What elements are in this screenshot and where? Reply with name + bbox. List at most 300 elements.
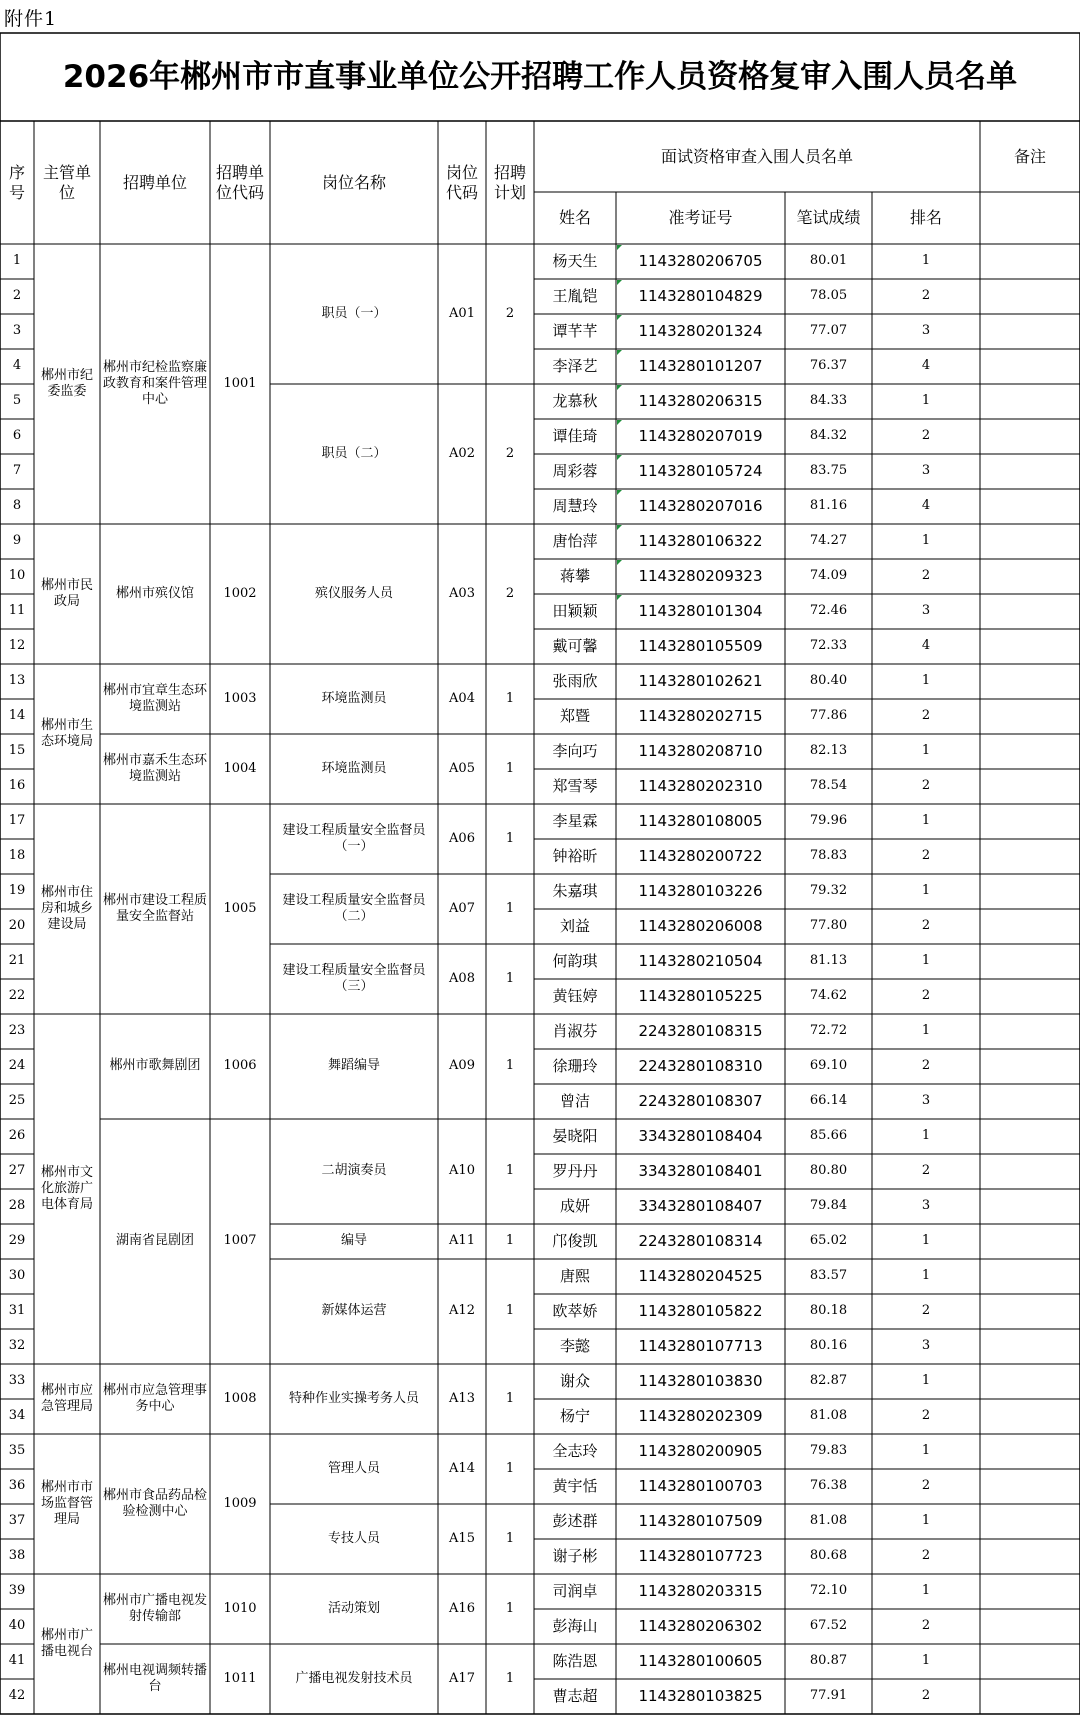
cell-marker-icon [617,595,622,600]
position-cell: 活动策划 [327,1600,380,1616]
rank: 4 [921,358,931,374]
exam-id: 3343280108407 [638,1197,763,1216]
rank: 3 [921,1338,931,1354]
exam-id: 1143280103226 [638,882,763,901]
unit-cell: 郴州市建设工程质量安全监督站 [103,892,208,924]
position-code-cell: A05 [449,760,475,776]
row-number: 7 [12,463,22,479]
position-cell: 专技人员 [327,1530,380,1546]
header-score: 笔试成绩 [796,208,861,227]
cell-marker-icon [617,315,622,320]
exam-id: 1143280103825 [638,1687,763,1706]
document-title: 2026年郴州市市直事业单位公开招聘工作人员资格复审入围人员名单 [62,58,1018,95]
position-code-cell: A13 [449,1390,475,1406]
written-score: 80.16 [809,1338,848,1354]
rank: 1 [921,533,931,549]
exam-id: 1143280206008 [638,917,763,936]
candidate-name: 谢众 [559,1372,590,1391]
written-score: 80.80 [809,1163,848,1179]
position-cell: 新媒体运营 [321,1303,387,1319]
row-number: 3 [12,323,22,339]
row-number: 19 [8,883,26,899]
exam-id: 1143280206315 [638,392,763,411]
rank: 2 [921,988,931,1004]
exam-id: 1143280206302 [638,1617,763,1636]
rank: 1 [921,1128,931,1144]
rank: 2 [921,1548,931,1564]
plan-cell: 1 [505,1058,515,1074]
rank: 4 [921,498,931,514]
unit-code-cell: 1005 [223,900,257,916]
row-number: 11 [8,603,26,619]
candidate-name: 全志玲 [552,1442,598,1461]
written-score: 81.13 [809,953,848,969]
candidate-name: 杨宁 [559,1407,590,1426]
rank: 1 [921,1268,931,1284]
rank: 2 [921,428,931,444]
rank: 3 [921,463,931,479]
position-cell: 广播电视发射技术员 [295,1670,413,1686]
exam-id: 1143280101207 [638,357,763,376]
header-unit: 招聘单位 [122,172,187,192]
exam-id: 1143280207019 [638,427,763,446]
written-score: 79.96 [809,813,848,829]
cell-marker-icon [617,245,622,250]
written-score: 79.84 [809,1198,848,1214]
written-score: 80.40 [809,673,848,689]
cell-marker-icon [617,455,622,460]
position-code-cell: A03 [449,585,475,601]
exam-id: 1143280100605 [638,1652,763,1671]
row-number: 24 [8,1058,26,1074]
cell-marker-icon [617,525,622,530]
written-score: 81.16 [809,498,848,514]
rank: 1 [921,253,931,269]
exam-id: 1143280200722 [638,847,763,866]
candidate-name: 欧萃娇 [552,1302,598,1321]
candidate-name: 周慧玲 [552,497,598,516]
row-number: 15 [8,743,26,759]
cell-marker-icon [617,280,622,285]
row-number: 13 [8,673,26,689]
header-dept: 主管单位 [42,162,91,202]
rank: 2 [921,288,931,304]
row-number: 18 [8,848,26,864]
plan-cell: 1 [505,1670,515,1686]
plan-cell: 1 [505,690,515,706]
rank: 2 [921,1618,931,1634]
cell-marker-icon [617,350,622,355]
written-score: 82.13 [809,743,848,759]
exam-id: 1143280100703 [638,1477,763,1496]
exam-id: 1143280200905 [638,1442,763,1461]
candidate-name: 郑暨 [559,707,590,726]
candidate-name: 黄钰婷 [552,987,598,1006]
rank: 2 [921,708,931,724]
candidate-name: 钟裕昕 [552,847,598,866]
exam-id: 1143280106322 [638,532,763,551]
rank: 1 [921,1513,931,1529]
position-code-cell: A17 [449,1670,475,1686]
rank: 3 [921,603,931,619]
rank: 3 [921,1198,931,1214]
written-score: 74.09 [809,568,848,584]
row-number: 6 [12,428,22,444]
exam-id: 1143280208710 [638,742,763,761]
department-cell: 郴州市应急管理局 [40,1382,93,1414]
unit-cell: 郴州市嘉禾生态环境监测站 [103,752,208,784]
row-number: 1 [12,253,22,269]
row-number: 22 [8,988,26,1004]
rank: 1 [921,743,931,759]
plan-cell: 2 [505,445,515,461]
written-score: 77.86 [809,708,848,724]
header-seq: 序号 [8,162,25,202]
position-cell: 管理人员 [327,1460,380,1476]
exam-id: 2243280108315 [638,1022,763,1041]
exam-id: 1143280101304 [638,602,763,621]
candidate-name: 张雨欣 [552,672,598,691]
position-code-cell: A07 [449,900,475,916]
rank: 2 [921,1163,931,1179]
written-score: 80.87 [809,1653,848,1669]
rank: 2 [921,568,931,584]
header-group: 面试资格审查入围人员名单 [660,146,853,166]
plan-cell: 1 [505,1390,515,1406]
rank: 1 [921,393,931,409]
candidate-name: 朱嘉琪 [552,882,598,901]
written-score: 82.87 [809,1373,848,1389]
header-position: 岗位名称 [321,172,386,192]
department-cell: 郴州市文化旅游广电体育局 [40,1164,93,1213]
written-score: 84.32 [809,428,848,444]
written-score: 76.37 [809,358,848,374]
candidate-name: 李向巧 [552,742,598,761]
candidate-name: 唐怡萍 [552,532,598,551]
row-number: 16 [8,778,26,794]
written-score: 72.46 [809,603,848,619]
plan-cell: 2 [505,585,515,601]
row-number: 23 [8,1023,26,1039]
candidate-name: 晏晓阳 [552,1127,598,1146]
exam-id: 1143280210504 [638,952,763,971]
position-code-cell: A02 [449,445,475,461]
written-score: 79.83 [809,1443,848,1459]
position-cell: 编导 [340,1233,367,1249]
candidate-name: 彭海山 [552,1617,598,1636]
exam-id: 2243280108310 [638,1057,763,1076]
candidate-name: 肖淑芬 [552,1022,598,1041]
unit-cell: 郴州电视调频转播台 [103,1662,208,1694]
exam-id: 1143280204525 [638,1267,763,1286]
row-number: 32 [8,1338,26,1354]
written-score: 80.18 [809,1303,848,1319]
candidate-name: 谭芊芊 [552,322,598,341]
rank: 1 [921,813,931,829]
rank: 3 [921,1093,931,1109]
written-score: 72.33 [809,638,848,654]
department-cell: 郴州市市场监督管理局 [40,1479,93,1528]
written-score: 83.75 [809,463,848,479]
written-score: 77.80 [809,918,848,934]
plan-cell: 1 [505,970,515,986]
plan-cell: 1 [505,1600,515,1616]
written-score: 78.54 [809,778,848,794]
exam-id: 1143280105822 [638,1302,763,1321]
written-score: 78.83 [809,848,848,864]
plan-cell: 1 [505,760,515,776]
written-score: 77.91 [809,1688,848,1704]
header-plan: 招聘计划 [493,162,526,202]
rank: 2 [921,918,931,934]
row-number: 12 [8,638,26,654]
row-number: 21 [8,953,26,969]
written-score: 76.38 [809,1478,848,1494]
plan-cell: 1 [505,1460,515,1476]
written-score: 83.57 [809,1268,848,1284]
position-cell: 建设工程质量安全监督员（二） [282,892,426,924]
candidate-name: 成妍 [559,1197,590,1216]
plan-cell: 2 [505,305,515,321]
exam-id: 1143280209323 [638,567,763,586]
exam-id: 1143280202309 [638,1407,763,1426]
row-number: 17 [8,813,26,829]
rank: 4 [921,638,931,654]
position-cell: 殡仪服务人员 [314,585,393,601]
candidate-name: 曹志超 [552,1687,598,1706]
candidate-name: 陈浩恩 [552,1652,598,1671]
position-code-cell: A09 [449,1058,475,1074]
row-number: 39 [8,1583,26,1599]
row-number: 28 [8,1198,26,1214]
rank: 3 [921,323,931,339]
row-number: 42 [8,1688,26,1704]
rank: 1 [921,1373,931,1389]
exam-id: 1143280206705 [638,252,763,271]
candidate-name: 谭佳琦 [552,427,598,446]
unit-code-cell: 1007 [223,1233,257,1249]
unit-cell: 郴州市歌舞剧团 [109,1058,201,1074]
plan-cell: 1 [505,1530,515,1546]
written-score: 74.27 [809,533,848,549]
candidate-name: 邝俊凯 [552,1232,598,1251]
row-number: 27 [8,1163,26,1179]
exam-id: 1143280202310 [638,777,763,796]
row-number: 20 [8,918,26,934]
rank: 1 [921,883,931,899]
rank: 2 [921,848,931,864]
written-score: 74.62 [809,988,848,1004]
exam-id: 1143280102621 [638,672,763,691]
unit-code-cell: 1002 [223,585,257,601]
header-note: 备注 [1013,146,1046,166]
row-number: 37 [8,1513,26,1529]
row-number: 35 [8,1443,26,1459]
position-code-cell: A01 [449,305,475,321]
candidate-name: 田颖颖 [552,602,598,621]
rank: 2 [921,1408,931,1424]
exam-id: 1143280107509 [638,1512,763,1531]
exam-id: 3343280108401 [638,1162,763,1181]
position-code-cell: A12 [449,1303,475,1319]
candidate-name: 杨天生 [552,252,598,271]
row-number: 10 [8,568,26,584]
rank: 1 [921,953,931,969]
rank: 1 [921,1023,931,1039]
candidate-name: 徐珊玲 [552,1057,598,1076]
written-score: 81.08 [809,1513,848,1529]
written-score: 78.05 [809,288,848,304]
plan-cell: 1 [505,900,515,916]
position-cell: 建设工程质量安全监督员（一） [282,822,426,854]
row-number: 31 [8,1303,26,1319]
position-code-cell: A15 [449,1530,475,1546]
exam-id: 2243280108307 [638,1092,763,1111]
position-code-cell: A06 [449,830,475,846]
unit-code-cell: 1001 [223,375,257,391]
written-score: 65.02 [809,1233,848,1249]
written-score: 72.10 [809,1583,848,1599]
exam-id: 1143280105225 [638,987,763,1006]
candidate-name: 刘益 [559,917,590,936]
unit-code-cell: 1009 [223,1495,257,1511]
row-number: 8 [12,498,22,514]
written-score: 81.08 [809,1408,848,1424]
position-cell: 环境监测员 [321,690,387,706]
rank: 2 [921,1478,931,1494]
row-number: 36 [8,1478,26,1494]
row-number: 33 [8,1373,26,1389]
position-cell: 职员（一） [321,305,387,321]
plan-cell: 1 [505,830,515,846]
rank: 2 [921,1303,931,1319]
cell-marker-icon [617,490,622,495]
exam-id: 1143280103830 [638,1372,763,1391]
row-number: 14 [8,708,26,724]
position-cell: 环境监测员 [321,760,387,776]
plan-cell: 1 [505,1233,515,1249]
unit-cell: 郴州市食品药品检验检测中心 [103,1487,208,1519]
row-number: 38 [8,1548,26,1564]
department-cell: 郴州市生态环境局 [40,717,93,749]
position-cell: 二胡演奏员 [321,1163,387,1179]
candidate-name: 何韵琪 [552,952,598,971]
department-cell: 郴州市住房和城乡建设局 [40,884,93,933]
attachment-label: 附件1 [4,8,58,30]
candidate-name: 谢子彬 [552,1547,598,1566]
position-code-cell: A04 [449,690,475,706]
row-number: 4 [12,358,22,374]
department-cell: 郴州市广播电视台 [40,1627,93,1659]
unit-cell: 湖南省昆剧团 [115,1233,194,1249]
unit-cell: 郴州市宜章生态环境监测站 [103,682,208,714]
candidate-name: 郑雪琴 [552,777,598,796]
exam-id: 1143280203315 [638,1582,763,1601]
candidate-name: 司润卓 [552,1582,598,1601]
rank: 2 [921,1058,931,1074]
exam-id: 3343280108404 [638,1127,763,1146]
written-score: 79.32 [809,883,848,899]
unit-code-cell: 1010 [223,1600,257,1616]
rank: 1 [921,1653,931,1669]
written-score: 84.33 [809,393,848,409]
candidate-name: 李懿 [559,1337,590,1356]
exam-id: 1143280104829 [638,287,763,306]
rank: 1 [921,673,931,689]
candidate-name: 龙慕秋 [552,392,598,411]
header-exam-id: 准考证号 [668,208,733,227]
row-number: 34 [8,1408,26,1424]
rank: 1 [921,1583,931,1599]
position-code-cell: A10 [449,1163,475,1179]
plan-cell: 1 [505,1303,515,1319]
header-rank: 排名 [909,208,942,227]
unit-cell: 郴州市应急管理事务中心 [103,1382,208,1414]
position-cell: 特种作业实操考务人员 [288,1390,419,1406]
header-unit-code: 招聘单位代码 [215,162,264,202]
position-code-cell: A16 [449,1600,475,1616]
candidate-name: 戴可馨 [552,637,598,656]
written-score: 69.10 [809,1058,848,1074]
exam-id: 1143280105509 [638,637,763,656]
candidate-name: 周彩蓉 [552,462,598,481]
position-cell: 建设工程质量安全监督员（三） [282,962,426,994]
cell-marker-icon [617,560,622,565]
exam-id: 1143280105724 [638,462,763,481]
candidate-name: 曾洁 [559,1092,590,1111]
candidate-name: 彭述群 [552,1512,598,1531]
rank: 2 [921,778,931,794]
exam-id: 1143280107713 [638,1337,763,1356]
row-number: 9 [12,533,22,549]
written-score: 67.52 [809,1618,848,1634]
department-cell: 郴州市民政局 [40,577,93,609]
written-score: 72.72 [809,1023,848,1039]
row-number: 2 [12,288,22,304]
unit-code-cell: 1004 [223,760,257,776]
row-number: 5 [12,393,22,409]
unit-code-cell: 1011 [223,1670,257,1686]
written-score: 77.07 [809,323,848,339]
unit-cell: 郴州市纪检监察廉政教育和案件管理中心 [103,359,208,408]
unit-cell: 郴州市殡仪馆 [115,585,194,601]
exam-id: 1143280207016 [638,497,763,516]
exam-id: 2243280108314 [638,1232,763,1251]
department-cell: 郴州市纪委监委 [40,367,93,399]
exam-id: 1143280201324 [638,322,763,341]
unit-cell: 郴州市广播电视发射传输部 [103,1592,208,1624]
header-name: 姓名 [558,208,591,227]
position-cell: 舞蹈编导 [327,1058,380,1074]
written-score: 85.66 [809,1128,848,1144]
position-code-cell: A11 [449,1233,475,1249]
unit-code-cell: 1003 [223,690,257,706]
candidate-name: 唐熙 [559,1267,590,1286]
row-number: 26 [8,1128,26,1144]
plan-cell: 1 [505,1163,515,1179]
candidate-name: 罗丹丹 [552,1162,598,1181]
rank: 2 [921,1688,931,1704]
row-number: 30 [8,1268,26,1284]
rank: 1 [921,1233,931,1249]
position-code-cell: A08 [449,970,475,986]
written-score: 80.01 [809,253,848,269]
unit-code-cell: 1008 [223,1390,257,1406]
exam-id: 1143280107723 [638,1547,763,1566]
header-pos-code: 岗位代码 [445,162,478,202]
cell-marker-icon [617,420,622,425]
row-number: 25 [8,1093,26,1109]
